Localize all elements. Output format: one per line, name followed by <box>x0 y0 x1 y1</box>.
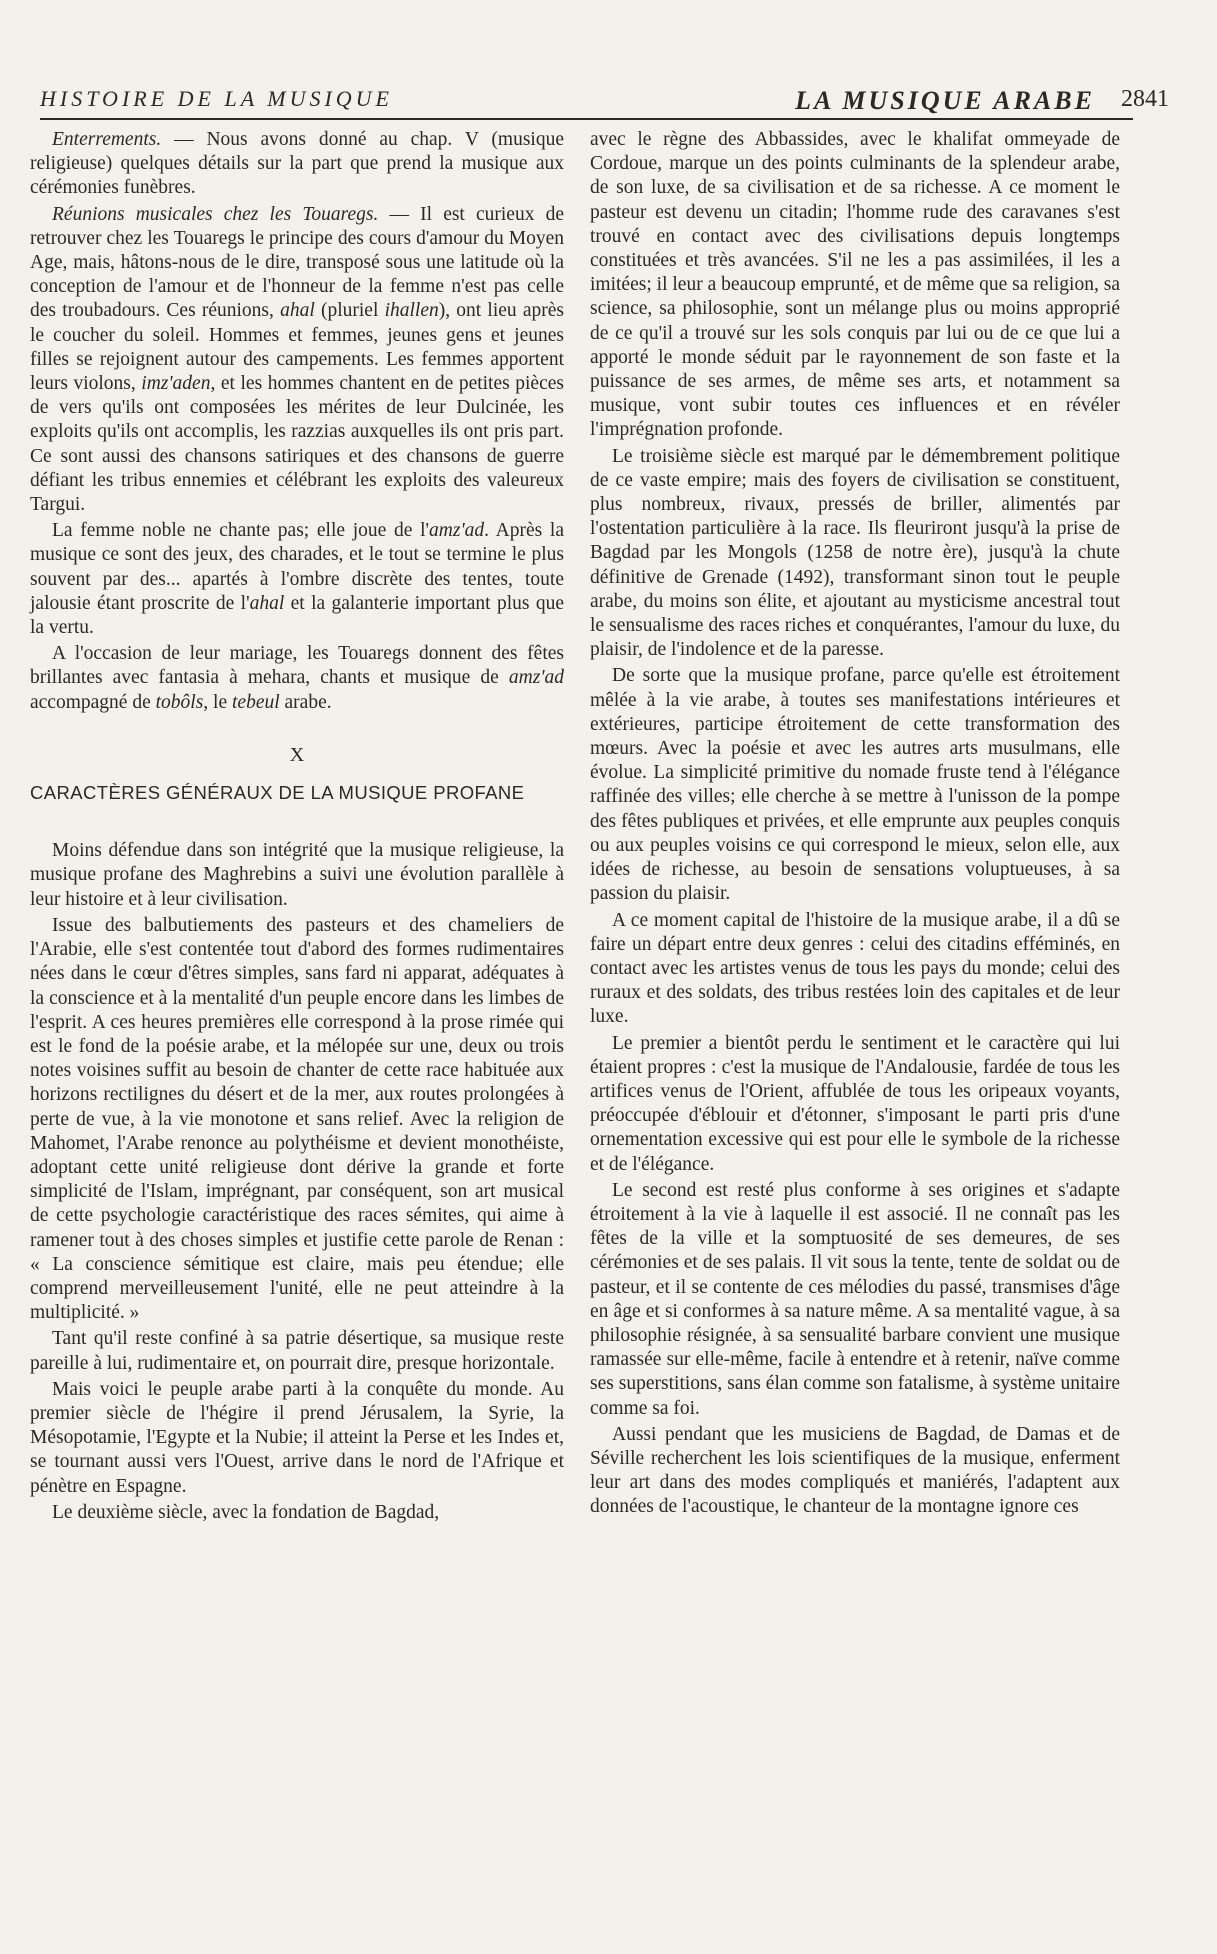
paragraph-text: accompagné de <box>30 691 156 713</box>
paragraph-text: ), ont lieu après le coucher du soleil. Hommes et femmes, jeunes gens et jeunes filles se rejoignent autour des campements. Les femmes apportent leurs violons, <box>30 300 564 395</box>
running-header <box>40 82 1169 120</box>
paragraph-enterrements <box>30 128 564 201</box>
left-column <box>30 128 564 1525</box>
paragraph: Tant qu'il reste confiné à sa patrie désertique, sa musique reste pareille à lui, rudimentaire et, on pourrait dire, presque horizontale. <box>30 1328 564 1374</box>
term-ahal: ahal <box>249 592 285 614</box>
paragraph-femme-noble <box>30 519 564 640</box>
term-tobols: tobôls <box>155 691 204 713</box>
paragraph: Le premier a bientôt perdu le sentiment et le caractère qui lui étaient propres : c'est la musique de l'Andalousie, fardée de tous les artifices venus de l'Orient, affublée de tous les oripeaux voyants, préoccupée d'éblouir et d'étonner, s'imposant le parti pris d'une ornementation excessive qui est pour elle le symbole de la richesse et de l'élégance. <box>590 1032 1120 1175</box>
paragraph-text: — Il est curieux de retrouver chez les Touaregs le principe des cours d'amour du Moyen Age, mais, hâtons-nous de le dire, transposé sous une latitude où la conception de l'amour et de l'honneur de la femme n'est pas celle des troubadours. Ces réunions, <box>30 203 565 322</box>
paragraph-text: et la galanterie important plus que la vertu. <box>30 592 564 639</box>
paragraph: Le troisième siècle est marqué par le démembrement politique de ce vaste empire; mais des foyers de civilisation se constituent, plus nombreux, rivaux, pressés de briller, alimentés par l'ostentation particulière à la race. Ils fleuriront jusqu'à la prise de Bagdad par les Mongols (1258 de notre ère), jusqu'à la chute définitive de Grenade (1492), transformant sinon tout le peuple arabe, du moins son élite, et ajoutant au mysticisme ancestral tout le sensualisme des races riches et conquérantes, l'amour du luxe, du plaisir, de l'indolence et de la paresse. <box>590 445 1120 661</box>
paragraph: Moins défendue dans son intégrité que la musique religieuse, la musique profane des Maghrebins a suivi une évolution parallèle à leur histoire et à leur civilisation. <box>30 840 564 910</box>
term-ihallen: ihallen <box>384 300 439 322</box>
paragraph-reunions <box>30 203 564 518</box>
header-book-title: HISTOIRE DE LA MUSIQUE <box>40 86 393 111</box>
paragraph-mariage <box>30 642 564 715</box>
paragraph: Le deuxième siècle, avec la fondation de Bagdad, <box>52 1501 440 1523</box>
paragraph: A ce moment capital de l'histoire de la musique arabe, il a dû se faire un départ entre deux genres : celui des citadins efféminés, en contact avec les artistes venus de tous les pays du monde; celui des ruraux et des soldats, des tribus restées loin des capitales et de leur luxe. <box>590 909 1120 1028</box>
paragraph: Aussi pendant que les musiciens de Bagdad, de Damas et de Séville recherchent les lois scientifiques de la musique, enferment leur art dans des modes compliqués et maniérés, l'adaptent aux données de l'acoustique, le chanteur de la montagne ignore ces <box>590 1423 1120 1518</box>
paragraph-text: La femme noble ne chante pas; elle joue de l' <box>52 520 430 542</box>
paragraph-text: , le <box>203 691 232 713</box>
term-imzaden: imz'aden <box>141 373 211 395</box>
term-amzad: amz'ad <box>508 667 564 689</box>
term-amzad: amz'ad <box>429 520 485 542</box>
paragraph-lead: Réunions musicales chez les Touaregs. <box>52 203 379 225</box>
term-ahal: ahal <box>280 300 315 322</box>
paragraph: Mais voici le peuple arabe parti à la conquête du monde. Au premier siècle de l'hégire il prend Jérusalem, la Syrie, la Mésopotamie, l'Egypte et la Nubie; il atteint la Perse et les Indes et, se tournant aussi vers l'Ouest, arrive dans le nord de l'Afrique et pénètre en Espagne. <box>30 1378 564 1497</box>
paragraph-text: arabe. <box>279 691 332 713</box>
paragraph-text: — Nous avons donné au chap. V (musique religieuse) quelques détails sur la part que prend la musique aux cérémonies funèbres. <box>30 129 564 199</box>
paragraph-text: . Après la musique ce sont des jeux, des charades, et le tout se termine le plus souvent par des... apartés à l'ombre discrète des tentes, toute jalousie étant proscrite de l' <box>30 520 564 614</box>
term-tebeul: tebeul <box>232 691 280 713</box>
paragraph: De sorte que la musique profane, parce qu'elle est étroitement mêlée à la vie arabe, à toutes ses manifestations intérieures et extérieures, participe étroitement de cette transformation des mœurs. Avec la poésie et avec les autres arts musulmans, elle évolue. La simplicité primitive du nomade fruste tend à l'élégance raffinée des villes; elle cherche à se mettre à l'unisson de la pompe des fêtes publiques et privées, et elle emprunte aux peuples conquis ou aux peuples voisins ce qui correspond le mieux, selon elle, aux idées de richesse, au besoin de sensations voluptueuses, à sa passion du plaisir. <box>590 665 1120 905</box>
paragraph-text: A l'occasion de leur mariage, les Touaregs donnent des fêtes brillantes avec fantasia à mehara, chants et musique de <box>30 643 564 689</box>
section-title: CARACTÈRES GÉNÉRAUX DE LA MUSIQUE PROFANE <box>30 782 525 804</box>
paragraph-lead: Enterrements. <box>52 129 162 150</box>
paragraph: Le second est resté plus conforme à ses origines et s'adapte étroitement à la vie à laquelle il est associé. Il ne connaît pas les fêtes de la ville et la somptuosité de ses demeures, de ses cérémonies et de ses palais. Il vit sous la tente, tente de soldat ou de pasteur, et il se contente de ces mélodies du passé, transmises d'âge en âge et si conformes à sa nature même. A sa mentalité vague, à sa philosophie résignée, à sa sensualité barbare convient une musique ramassée sur elle-même, facile à entendre et à retenir, naïve comme ses superstitions, sans élan comme son fatalisme, à système unitaire comme sa foi. <box>590 1179 1120 1419</box>
paragraph-continued: avec le règne des Abbassides, avec le khalifat ommeyade de Cordoue, marque un des points culminants de la splendeur arabe, de son luxe, de sa civilisation et de sa richesse. A ce moment le pasteur est devenu un citadin; l'homme rude des caravanes s'est trouvé en contact avec des civilisations depuis longtemps constituées et très avancées. S'il ne les a pas assimilées, il les a imitées; il leur a beaucoup emprunté, et de même que sa religion, sa science, sa philosophie, sont un mélange plus ou moins approprié de ce qu'il a trouvé sur les sols conquis par lui ou de ce que lui a apporté le monde séduit par le rayonnement de son faste et la puissance de ses armes, de même ses arts, et notamment sa musique, vont subir toutes ces influences et en révéler l'imprégnation profonde. <box>590 129 1120 441</box>
section-number: X <box>289 743 305 766</box>
paragraph: Issue des balbutiements des pasteurs et des chameliers de l'Arabie, elle s'est contentée tout d'abord des formes rudimentaires nées dans le cœur d'êtres simples, sans fard ni apparat, adéquates à la conscience et à la mentalité d'un peuple encore dans les limbes de l'esprit. A ces heures premières elle correspond à la prose rimée qui est le fond de la poésie arabe, et la mélopée sur une, deux ou trois notes voisines suffit au besoin de chanter de cette race habituée aux horizons rectilignes du désert et de la mer, aux routes prolongées à perte de vue, à la vie monotone et sans relief. Avec la religion de Mahomet, l'Arabe renonce au polythéisme et devient monothéiste, adoptant cette unité religieuse dont dérive la grande et forte simplicité de l'Islam, imprégnant, par conséquent, son art musical de cette psychologie caractéristique des races sémites, qui aime à ramener tout à des choses simples et justifie cette parole de Renan : « La conscience sémitique est claire, mais peu étendue; elle comprend merveilleusement l'unité, elle ne peut atteindre à la multiplicité. » <box>30 914 564 1324</box>
right-column <box>590 128 1120 1520</box>
paragraph-text: , et les hommes chantent en de petites pièces de vers qu'ils ont composées les mérites de leur Dulcinée, les exploits qu'ils ont accomplis, les razzias auxquelles ils ont pris part. Ce sont aussi des chansons satiriques et des chansons de guerre défiant les tribus ennemies et célébrant les exploits des valeureux Targui. <box>30 373 564 516</box>
header-chapter-title: LA MUSIQUE ARABE <box>795 86 1095 115</box>
paragraph-text: (pluriel <box>314 300 385 322</box>
page-number: 2841 <box>1121 86 1169 112</box>
